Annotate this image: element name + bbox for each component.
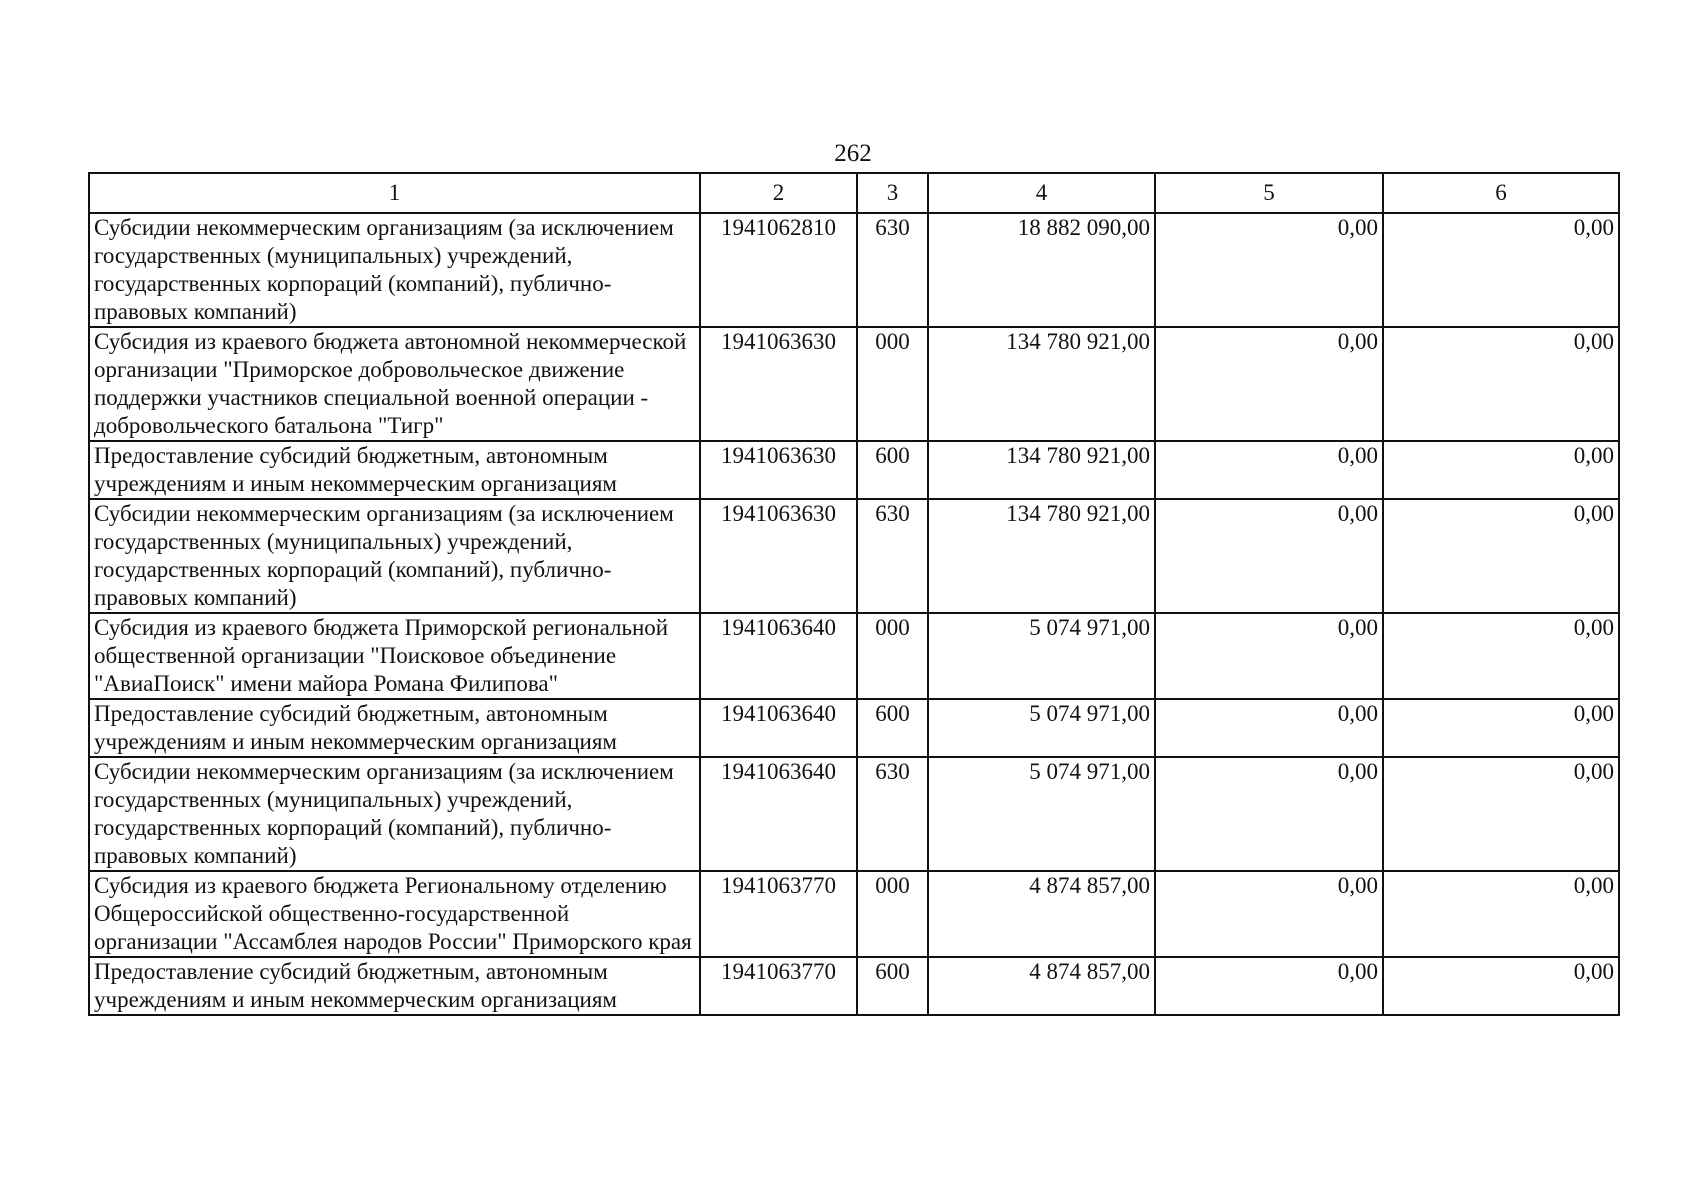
row-amount-col5: 0,00 [1155,699,1383,757]
row-expense-type: 000 [857,613,928,699]
row-name: Субсидия из краевого бюджета Приморской региональной общественной организации "Поисковое объединение "АвиаПоиск" имени майора Романа Филипова" [89,613,700,699]
row-target-code: 1941063640 [700,613,857,699]
header-col-6: 6 [1383,173,1619,213]
row-target-code: 1941063630 [700,327,857,441]
table-row [89,957,1619,1015]
row-target-code: 1941063770 [700,871,857,957]
row-expense-type: 630 [857,213,928,327]
row-expense-type: 000 [857,871,928,957]
row-name: Субсидии некоммерческим организациям (за исключением государственных (муниципальных) учреждений, государственных корпораций (компаний), публично-правовых компаний) [89,757,700,871]
row-target-code: 1941063640 [700,699,857,757]
row-amount-col4: 134 780 921,00 [928,327,1155,441]
row-amount-col4: 5 074 971,00 [928,757,1155,871]
row-amount-col4: 5 074 971,00 [928,699,1155,757]
row-amount-col6: 0,00 [1383,699,1619,757]
table-header-row [89,173,1619,213]
row-amount-col6: 0,00 [1383,757,1619,871]
table-row [89,699,1619,757]
row-amount-col6: 0,00 [1383,499,1619,613]
row-amount-col4: 4 874 857,00 [928,957,1155,1015]
row-target-code: 1941063770 [700,957,857,1015]
row-expense-type: 600 [857,441,928,499]
row-name: Предоставление субсидий бюджетным, автономным учреждениям и иным некоммерческим организациям [89,441,700,499]
row-expense-type: 600 [857,699,928,757]
table-row [89,871,1619,957]
header-col-5: 5 [1155,173,1383,213]
row-amount-col5: 0,00 [1155,757,1383,871]
row-name: Предоставление субсидий бюджетным, автономным учреждениям и иным некоммерческим организациям [89,699,700,757]
header-col-2: 2 [700,173,857,213]
row-expense-type: 630 [857,499,928,613]
budget-table [88,172,1620,1016]
row-amount-col4: 4 874 857,00 [928,871,1155,957]
row-amount-col6: 0,00 [1383,327,1619,441]
table-row [89,213,1619,327]
header-col-3: 3 [857,173,928,213]
header-col-1: 1 [89,173,700,213]
row-target-code: 1941062810 [700,213,857,327]
row-amount-col6: 0,00 [1383,871,1619,957]
row-amount-col5: 0,00 [1155,499,1383,613]
header-col-4: 4 [928,173,1155,213]
row-name: Субсидия из краевого бюджета автономной некоммерческой организации "Приморское добровольческое движение поддержки участников специальной военной операции - добровольческого батальона "Тигр" [89,327,700,441]
page-number: 262 [834,140,872,167]
row-amount-col5: 0,00 [1155,213,1383,327]
row-target-code: 1941063630 [700,441,857,499]
table-row [89,441,1619,499]
row-name: Субсидии некоммерческим организациям (за исключением государственных (муниципальных) учреждений, государственных корпораций (компаний), публично-правовых компаний) [89,213,700,327]
row-amount-col4: 18 882 090,00 [928,213,1155,327]
row-target-code: 1941063640 [700,757,857,871]
row-amount-col5: 0,00 [1155,441,1383,499]
row-amount-col5: 0,00 [1155,957,1383,1015]
row-amount-col4: 134 780 921,00 [928,499,1155,613]
table-row [89,757,1619,871]
row-amount-col6: 0,00 [1383,441,1619,499]
row-amount-col6: 0,00 [1383,213,1619,327]
table-row [89,499,1619,613]
row-name: Субсидии некоммерческим организациям (за исключением государственных (муниципальных) учреждений, государственных корпораций (компаний), публично-правовых компаний) [89,499,700,613]
row-expense-type: 630 [857,757,928,871]
row-amount-col4: 134 780 921,00 [928,441,1155,499]
row-amount-col5: 0,00 [1155,327,1383,441]
row-amount-col5: 0,00 [1155,613,1383,699]
row-amount-col6: 0,00 [1383,957,1619,1015]
row-amount-col4: 5 074 971,00 [928,613,1155,699]
row-name: Субсидия из краевого бюджета Региональному отделению Общероссийской общественно-государственной организации "Ассамблея народов России" Приморского края [89,871,700,957]
row-name: Предоставление субсидий бюджетным, автономным учреждениям и иным некоммерческим организациям [89,957,700,1015]
row-target-code: 1941063630 [700,499,857,613]
row-expense-type: 000 [857,327,928,441]
row-amount-col5: 0,00 [1155,871,1383,957]
row-expense-type: 600 [857,957,928,1015]
table-row [89,613,1619,699]
table-row [89,327,1619,441]
row-amount-col6: 0,00 [1383,613,1619,699]
